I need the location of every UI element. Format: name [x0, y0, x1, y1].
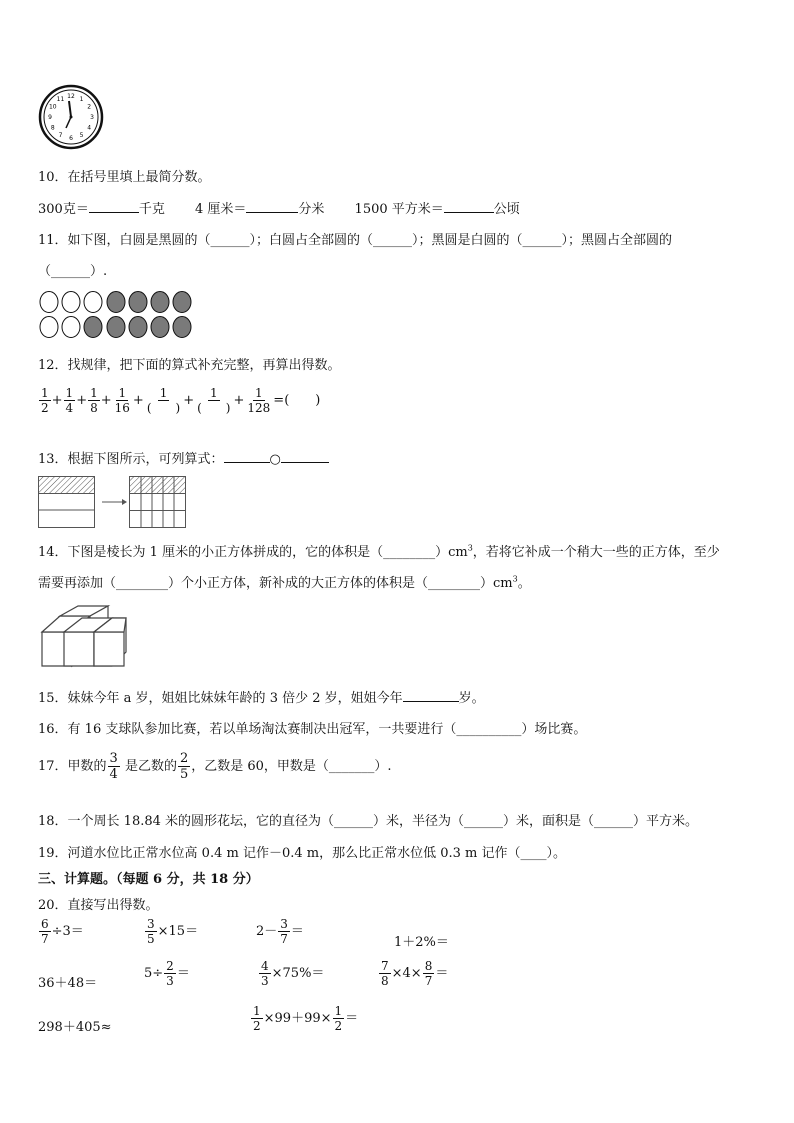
q14-line2: 需要再添加（________）个小正方体，新补成的大正方体的体积是$(\_\_\_\_\_\_\_\_)cm^3$。 [38, 574, 531, 591]
q14-line1: 14．下图是棱长为 1 厘米的小正方体拼成的，它的体积是$(\_\_\_\_\_\_\_\_)cm^3$，若将它补成一个稍大一些的正方体，至少 [38, 543, 720, 560]
q20-r1-b: $\frac{3}{5}$ ×15＝ [147, 917, 199, 946]
clock-numeral: 4 [87, 124, 92, 132]
q20-r3-b: $\frac{1}{2}$ ×99＋99× $\frac{1}{2}$ ＝ [253, 1004, 359, 1033]
white-circle [40, 292, 58, 313]
q10-part-3: 4 厘米＝ [194, 202, 247, 217]
q12-title: 12．找规律，把下面的算式补充完整，再算出得数。 [38, 358, 341, 373]
q20-r2-d: $\frac{7}{8}$ ×4× $\frac{8}{7}$ ＝ [381, 959, 449, 988]
q12-expression: $\frac{1}{2}$ + $\frac{1}{4}$ + $\frac{1}{8}$ + $\frac{1}{16}$ + $\frac{1}{( )}$ + $\frac{1}{( )}$ + $\frac{1}{128}$ =( ) [41, 386, 321, 415]
black-circle [173, 317, 191, 338]
black-circle [151, 292, 169, 313]
q20-r1-d: 1＋2%＝ [394, 935, 449, 950]
q10-line [38, 198, 520, 217]
q13-blank-2[interactable] [281, 450, 329, 463]
q11-circles-figure [38, 290, 198, 340]
q20-r3-a: 298＋405≈ [38, 1020, 112, 1035]
q10-part-4: 分米 [298, 202, 325, 217]
q10-blank-1[interactable] [89, 200, 139, 213]
q13-title: 13．根据下图所示，可列算式： [38, 452, 224, 467]
q11-line2: （______）. [38, 264, 108, 279]
black-circle [151, 317, 169, 338]
q10-part-1: 300克＝ [38, 202, 89, 217]
q20-title: 20．直接写出得数。 [38, 898, 159, 913]
black-circle [129, 292, 147, 313]
q17-frac-2: $\frac{2}{5}$ [179, 751, 189, 782]
clock-numeral: 1 [79, 95, 84, 103]
clock-numeral: 3 [90, 114, 94, 121]
q12-frac-2: $\frac{1}{4}$ [65, 386, 74, 415]
black-circle [107, 317, 125, 338]
black-circle [84, 317, 102, 338]
q12-result[interactable]: =( ) [273, 393, 321, 408]
clock-numeral: 6 [69, 135, 73, 142]
q12-frac-4: $\frac{1}{16}$ [114, 386, 130, 415]
black-circle [173, 292, 191, 313]
q20-r2-b: 5÷ $\frac{2}{3}$ ＝ [144, 959, 190, 988]
q20-r1-c: 2－ $\frac{3}{7}$ ＝ [256, 917, 304, 946]
clock-figure [38, 84, 104, 150]
q12-frac-1: $\frac{1}{2}$ [41, 386, 49, 415]
clock-numeral: 9 [48, 114, 52, 121]
q15-blank[interactable] [403, 689, 459, 702]
q10-blank-2[interactable] [246, 200, 298, 213]
q13-sep: ○ [269, 452, 281, 467]
q11-line1: 11．如下图，白圆是黑圆的（______）；白圆占全部圆的（______）；黑圆是白圆的（______）；黑圆占全部圆的 [38, 233, 673, 248]
q10-title: 10．在括号里填上最简分数。 [38, 170, 211, 185]
q20-r2-c: $\frac{4}{3}$ ×75%＝ [261, 959, 325, 988]
q10-part-2: 千克 [138, 202, 165, 217]
clock-numeral: 5 [79, 132, 84, 140]
q12-frac-7: $\frac{1}{128}$ [247, 386, 271, 415]
clock-numeral: 7 [58, 132, 63, 140]
q10-part-6: 公顷 [493, 202, 520, 217]
black-circle [129, 317, 147, 338]
q16-line: 16．有 16 支球队参加比赛，若以单场淘汰赛制决出冠军，一共要进行（__________）场比赛。 [38, 722, 587, 737]
q18-line: 18．一个周长 18.84 米的圆形花坛，它的直径为（______）米，半径为（______）米，面积是（______）平方米。 [38, 814, 699, 829]
q19-line: 19．河道水位比正常水位高 0.4 m 记作－0.4 m，那么比正常水位低 0.3 m 记作（____）。 [38, 846, 566, 861]
q10-blank-3[interactable] [444, 200, 494, 213]
q20-r1-a: $\frac{6}{7}$ ÷3＝ [41, 917, 84, 946]
q13-line [38, 448, 329, 467]
white-circle [84, 292, 102, 313]
q12-frac-5[interactable]: $\frac{1}{( )}$ [146, 386, 181, 415]
white-circle [62, 317, 80, 338]
white-circle [62, 292, 80, 313]
q20-r2-a: 36＋48＝ [38, 976, 98, 991]
q12-frac-6[interactable]: $\frac{1}{( )}$ [197, 386, 231, 415]
q10-part-5: 1500 平方米＝ [354, 202, 444, 217]
q14-cubes-figure [38, 604, 138, 670]
clock-numeral: 2 [87, 103, 92, 111]
clock-numeral: 10 [48, 103, 57, 111]
clock-numeral: 12 [67, 93, 75, 100]
q17-line: 17．甲数的 $\frac{3}{4}$ 是乙数的 $\frac{2}{5}$ ，乙数是 60，甲数是（_______）. [38, 751, 392, 782]
clock-numeral: 11 [56, 95, 65, 103]
q12-frac-3: $\frac{1}{8}$ [90, 386, 98, 415]
section-3-title: 三、计算题。（每题 6 分，共 18 分） [38, 872, 259, 887]
q15-line: 15．妹妹今年 a 岁，姐姐比妹妹年龄的 3 倍少 2 岁，姐姐今年 岁。 [38, 691, 485, 706]
q13-figure [38, 476, 190, 528]
q13-blank-1[interactable] [224, 450, 270, 463]
q17-frac-1: $\frac{3}{4}$ [109, 751, 118, 782]
white-circle [40, 317, 58, 338]
black-circle [107, 292, 125, 313]
clock-numeral: 8 [50, 124, 55, 132]
